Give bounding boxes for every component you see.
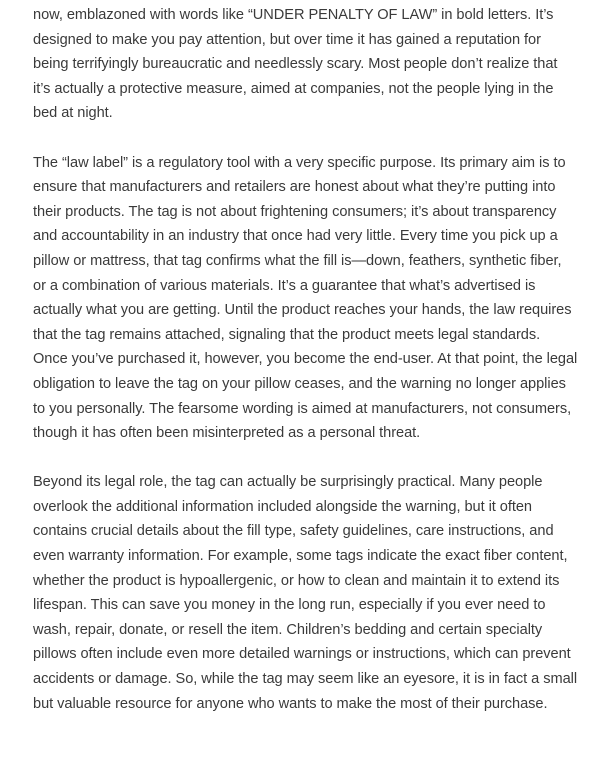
paragraph-law-label-purpose: The “law label” is a regulatory tool with a very specific purpose. Its primary aim is to ensure that manufacturers and retailers are honest about what they’re putting into their products. The tag is not about frightening consumers; it’s about transparency and accountability in an industry that once had very little. Every time you pick up a pillow or mattress, that tag confirms what the fill is—down, feathers, synthetic fiber, or a combination of various materials. It’s a guarantee that what’s advertised is actually what you are getting. Until the product reaches your hands, the law requires that the tag remains attached, signaling that the product meets legal standards. Once you’ve purchased it, however, you become the end-user. At that point, the legal obligation to leave the tag on your pillow ceases, and the warning no longer applies to you personally. The fearsome wording is aimed at manufacturers, not consumers, though it has often been misinterpreted as a personal threat. [33,154,578,442]
paragraph-intro-continued: now, emblazoned with words like “UNDER PENALTY OF LAW” in bold letters. It’s designed to make you pay attention, but over time it has gained a reputation for being terrifyingly bureaucratic and needlessly scary. Most people don’t realize that it’s actually a protective measure, aimed at companies, not the people lying in the bed at night. [33,7,558,122]
paragraph-tag-practicality: Beyond its legal role, the tag can actually be surprisingly practical. Many people overlook the additional information included alongside the warning, but it often contains crucial details about the fill type, safety guidelines, care instructions, and even warranty information. For example, some tags indicate the exact fiber content, whether the product is hypoallergenic, or how to clean and maintain it to extend its lifespan. This can save you money in the long run, especially if you ever need to wash, repair, donate, or resell the item. Children’s bedding and certain specialty pillows often include even more detailed warnings or instructions, which can prevent accidents or damage. So, while the tag may seem like an eyesore, it is in fact a small but valuable resource for anyone who wants to make the most of their purchase. [33,474,578,712]
article-body [0,3,578,716]
